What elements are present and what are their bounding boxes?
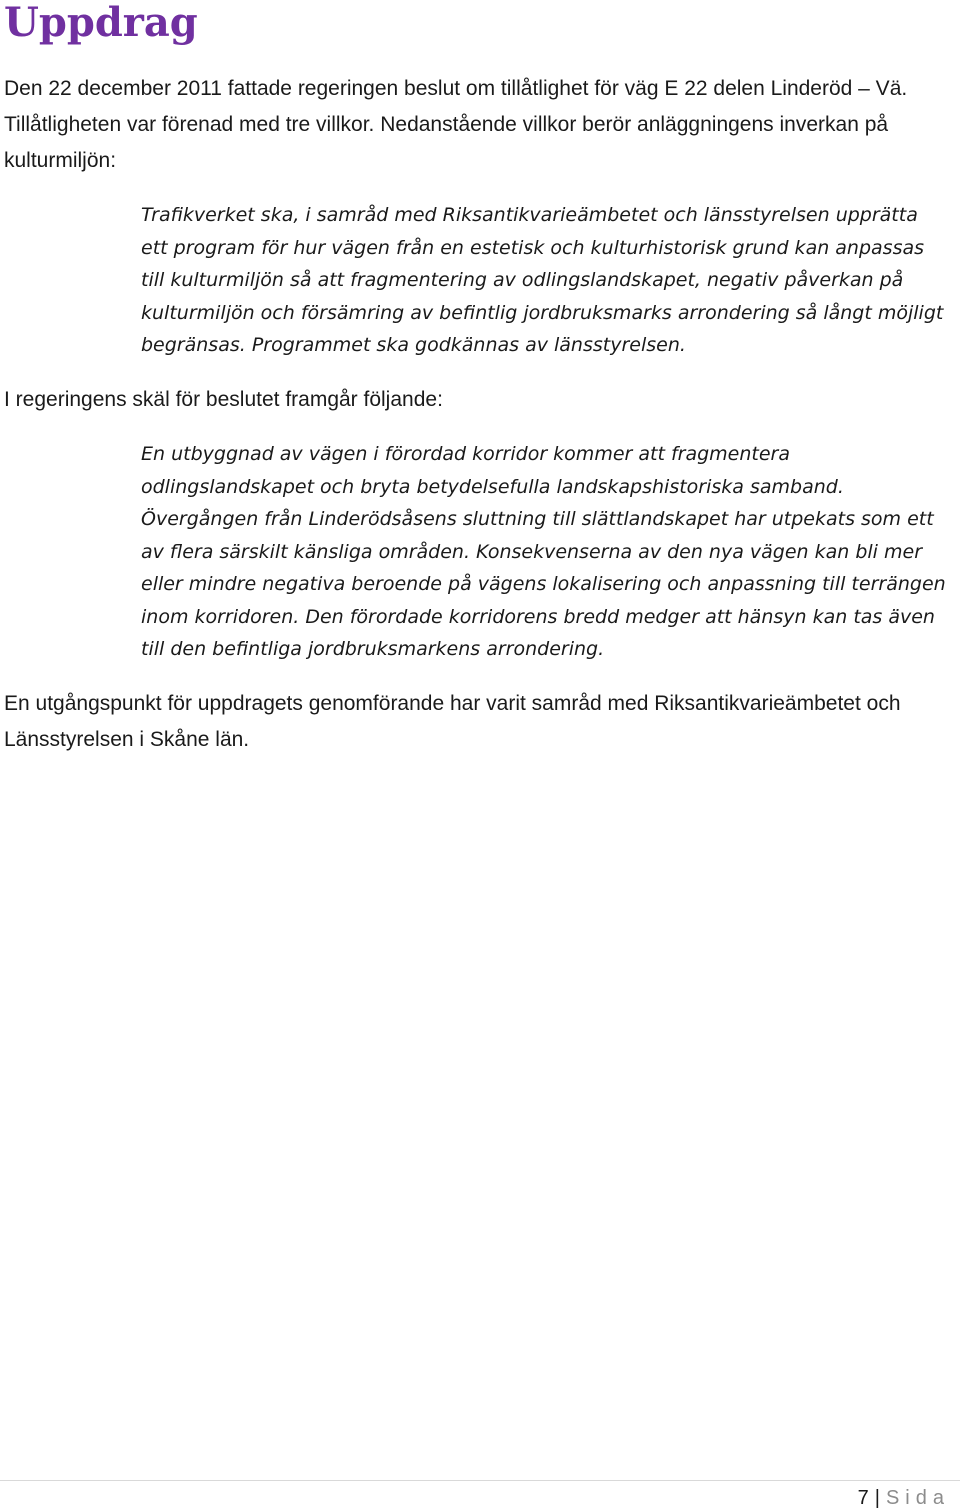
page-number: 7 [857, 1487, 869, 1509]
condition-quote: Trafikverket ska, i samråd med Riksantikvarieämbetet och länsstyrelsen upprätta ett program för hur vägen från en estetisk och kulturhistorisk grund kan anpassas till kulturmiljön så att fragmentering av odlingslandskapet, negativ påverkan på kulturmiljön och försämring av befintlig jordbruksmarks arrondering så långt möjligt begränsas. Programmet ska godkännas av länsstyrelsen. [141, 204, 944, 356]
reasons-paragraph: I regeringens skäl för beslutet framgår följande: [4, 388, 443, 411]
page-heading: Uppdrag [4, 0, 198, 46]
intro-paragraph: Den 22 december 2011 fattade regeringen beslut om tillåtlighet för väg E 22 delen Linderöd – Vä. Tillåtligheten var förenad med tre villkor. Nedanstående villkor berör anläggningens inverkan på kulturmiljön: [4, 77, 908, 172]
page-footer [858, 1485, 950, 1511]
page-label: Sida [885, 1487, 950, 1509]
reasons-quote: En utbyggnad av vägen i förordad korridor kommer att fragmentera odlingslandskapet och bryta betydelsefulla landskapshistoriska samband. Övergången från Linderödsåsens sluttning till slättlandskapet har utpekats som ett av flera särskilt känsliga områden. Konsekvenserna av den nya vägen kan bli mer eller mindre negativa beroende på vägens lokalisering och anpassning till terrängen inom korridoren. Den förordade korridorens bredd medger att hänsyn kan tas även till den befintliga jordbruksmarkens arrondering. [141, 443, 946, 660]
starting-point-paragraph: En utgångspunkt för uppdragets genomförande har varit samråd med Riksantikvarieämbetet och Länsstyrelsen i Skåne län. [4, 692, 901, 751]
footer-divider [0, 1480, 960, 1481]
footer-separator: | [874, 1487, 880, 1509]
